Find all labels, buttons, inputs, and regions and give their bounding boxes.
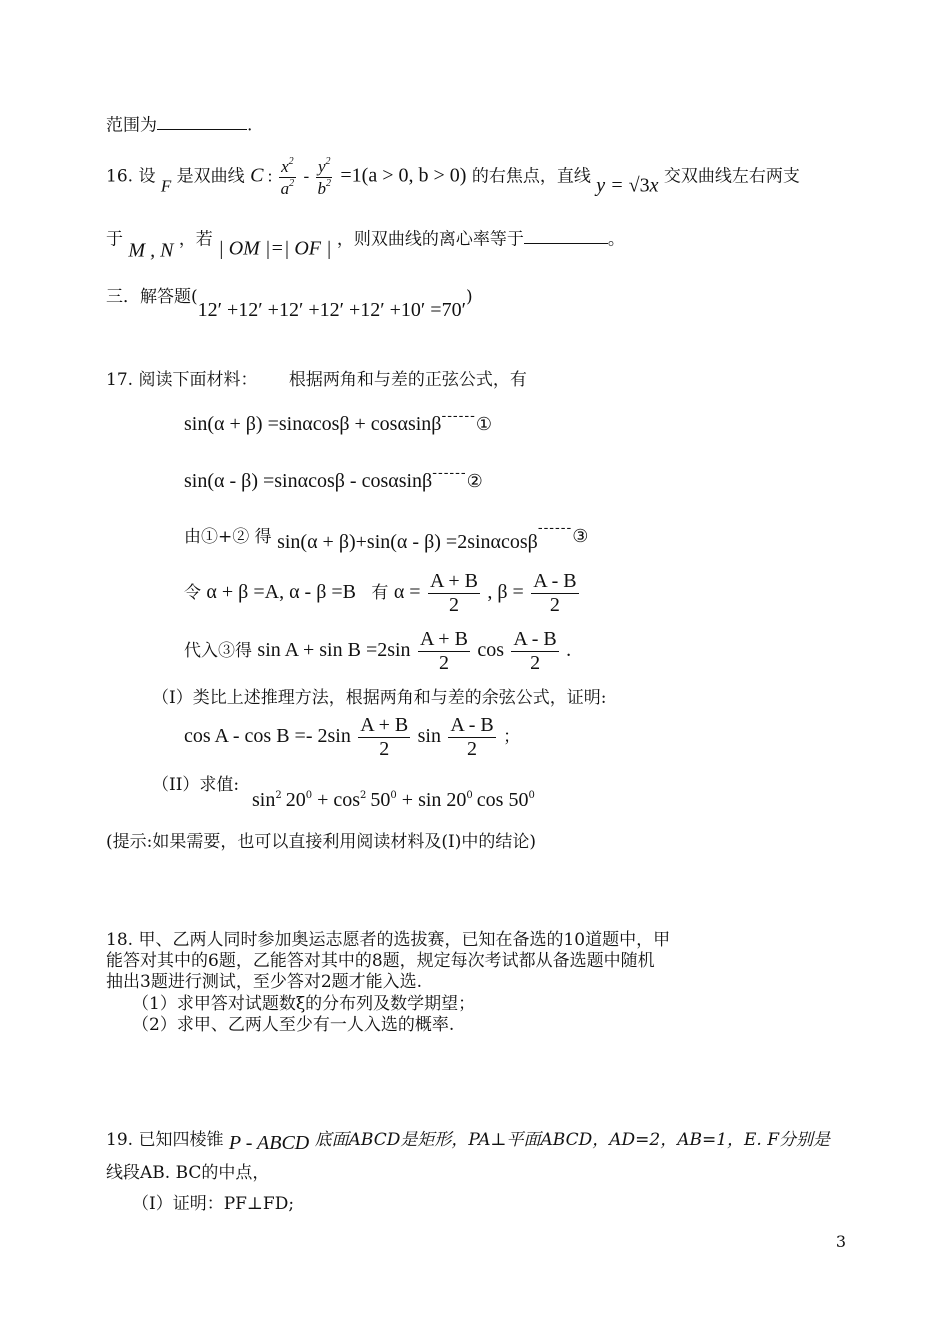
- q17-formula-5: 代入③得 sin A + sin B =2sin $\frac{A + B}{2}$ cos $\frac{A - B}{2}$ .: [184, 628, 572, 674]
- q19-line-2: 线段AB. BC的中点，: [106, 1163, 270, 1183]
- q18-line-5: （2）求甲、乙两人至少有一人入选的概率.: [132, 1015, 455, 1035]
- q18-line-4: （1）求甲答对试题数ξ的分布列及数学期望；: [132, 994, 476, 1014]
- q18-line-2: 能答对其中的6题，乙能答对其中的8题，规定每次考试都从备选题中随机: [106, 951, 655, 971]
- q18-line-1: 18. 甲、乙两人同时参加奥运志愿者的选拔赛，已知在备选的10道题中，甲: [106, 930, 671, 950]
- fraction-a-plus-b: $\frac{A + B}{2}$: [429, 570, 478, 616]
- q19-line-3: （I）证明：PF⊥FD;: [132, 1194, 295, 1214]
- fraction-a-plus-b: $\frac{A + B}{2}$: [419, 628, 468, 674]
- q19-line-1: 19. 已知四棱锥 P - ABCD 底面ABCD是矩形，PA⊥平面ABCD，AD=2，AB=1，E. F分别是: [106, 1130, 831, 1154]
- q17-part-2-expression: $\sin^2 20^0 + \cos^2 50^0 + \sin 20^0$ $\cos 50^0$: [252, 789, 535, 811]
- page-number: 3: [835, 1232, 846, 1251]
- q17-formula-2: sin(α - β) =sinαcosβ - cosαsinβ------②: [184, 465, 483, 492]
- q17-formula-4: 令 α + β =A, α - β =B 有 α = $\frac{A + B}{2}$ , β = $\frac{A - B}{2}$: [184, 570, 577, 616]
- q16-line1: 16. 设 F 是双曲线 C : $\frac{x^2}{a^2}$ - $\frac{y^2}{b^2}$ =1(a > 0, b > 0) 的右焦点，直线 y = √3x 交双曲线左右两支: [106, 156, 800, 198]
- fraction-a-minus-b: $\frac{A - B}{2}$: [533, 570, 577, 616]
- q17-formula-3: 由①+② 得 sin(α + β)+sin(α - β) =2sinαcosβ------③: [184, 520, 589, 553]
- q16-fraction-x: $\frac{x^2}{a^2}$: [280, 156, 295, 198]
- q16-fraction-y: $\frac{y^2}{b^2}$: [317, 156, 331, 198]
- q17-part-1: （I）类比上述推理方法，根据两角和与差的余弦公式，证明:: [152, 688, 607, 708]
- fraction-a-plus-b: $\frac{A + B}{2}$: [360, 714, 409, 760]
- q18-line-3: 抽出3题进行测试，至少答对2题才能入选.: [106, 972, 423, 992]
- q17-formula-1: sin(α + β) =sinαcosβ + cosαsinβ------①: [184, 408, 492, 435]
- section-3-title: 三．解答题(12′ +12′ +12′ +12′ +12′ +10′ =70′): [106, 287, 473, 321]
- q17-hint: (提示:如果需要，也可以直接利用阅读材料及(I)中的结论): [106, 832, 536, 852]
- q17-part-2: （II）求值:: [152, 775, 240, 795]
- answer-blank: [524, 228, 608, 244]
- q16-line2: 于 M , N ，若 | OM |=| OF | ，则双曲线的离心率等于 。: [106, 229, 625, 262]
- q17-part-1-formula: cos A - cos B =- 2sin $\frac{A + B}{2}$ sin $\frac{A - B}{2}$ ；: [184, 714, 521, 760]
- answer-blank: [157, 114, 247, 130]
- q15-tail: 范围为 .: [106, 115, 253, 136]
- fraction-a-minus-b: $\frac{A - B}{2}$: [513, 628, 557, 674]
- fraction-a-minus-b: $\frac{A - B}{2}$: [450, 714, 494, 760]
- q17-intro: 17. 阅读下面材料： 根据两角和与差的正弦公式，有: [106, 370, 527, 390]
